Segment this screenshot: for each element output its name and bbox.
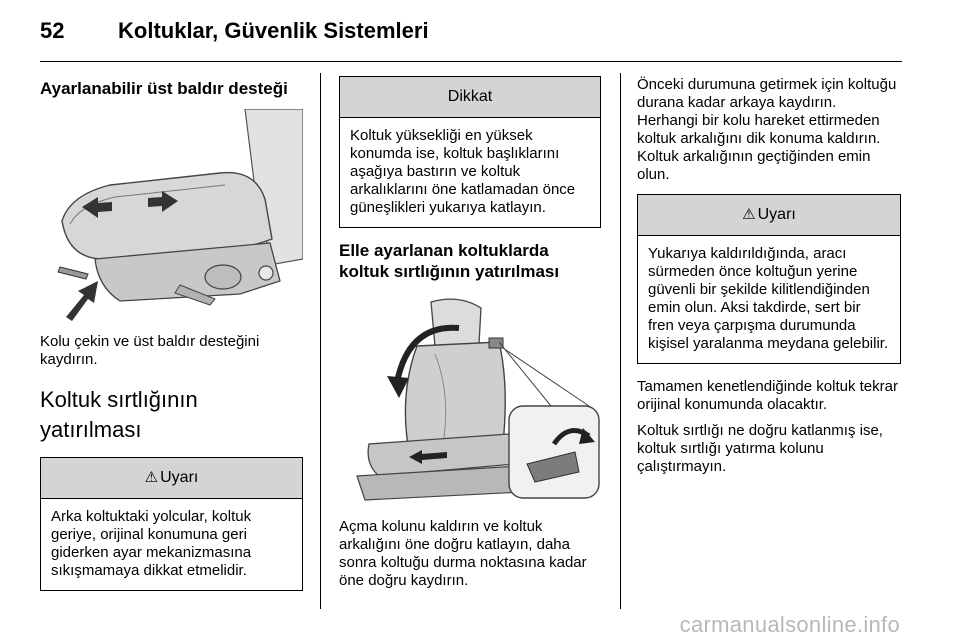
caution-box-text: Koltuk yüksekliği en yüksek konumda ise, koltuk başlıklarını aşağıya bastırın ve koltuk arkalıklarını öne katlamadan önce güneşlikleri yukarıya katlayın.: [350, 127, 576, 216]
column-divider-2: [620, 73, 621, 609]
restore-position-text: Önceki durumuna getirmek için koltuğu durana kadar arkaya kaydırın. Herhangi bir kolu hareket ettirmeden koltuk arkalığını dik konuma kaldırın. Koltuk arkalığının geçtiğinden emin olun.: [637, 76, 897, 183]
section-heading-backrest-line1: Koltuk sırtlığının: [40, 387, 198, 412]
section-heading-thigh-support: Ayarlanabilir üst baldır desteği: [40, 79, 288, 98]
warning-box-rear-passengers: [40, 457, 303, 591]
page-title: Koltuklar, Güvenlik Sistemleri: [118, 18, 429, 43]
thigh-support-illustration: [40, 109, 303, 321]
warning-box-text: Arka koltuktaki yolcular, koltuk geriye, orijinal konumuna geri giderken ayar mekanizmasına sıkışmamaya dikkat etmelidir.: [51, 508, 252, 579]
warning-box-title: [41, 458, 302, 499]
caution-box-title: Dikkat: [340, 77, 600, 118]
column-2: [339, 76, 601, 590]
warning-box-title: [638, 195, 900, 236]
warning-title-text: Uyarı: [757, 206, 796, 223]
caution-box-headrest: [339, 76, 601, 228]
section-heading-backrest-line2: yatırılması: [40, 417, 142, 442]
watermark: carmanualsonline.info: [679, 612, 900, 637]
backrest-fold-illustration: [339, 294, 601, 504]
header-rule: [40, 61, 902, 62]
column-1: [40, 76, 303, 591]
warning-title-text: Uyarı: [160, 469, 199, 486]
page-number: 52: [40, 18, 65, 43]
warning-triangle-icon: ⚠: [144, 469, 159, 486]
section-heading-manual-recline: Elle ayarlanan koltuklarda koltuk sırtlığının yatırılması: [339, 241, 560, 281]
thigh-support-caption: Kolu çekin ve üst baldır desteğini kaydırın.: [40, 333, 260, 368]
lock-info-text: Tamamen kenetlendiğinde koltuk tekrar orijinal konumunda olacaktır.: [637, 378, 898, 413]
warning-box-seat-lock: [637, 194, 901, 364]
warning-box-text: Yukarıya kaldırıldığında, aracı sürmeden önce koltuğun yerine güvenli bir şekilde kilitlendiğinden emin olun. Aksi takdirde, sert bir fren veya çarpışma durumunda kişisel yaralanma meydana gelebilir.: [648, 245, 889, 352]
column-3: [637, 76, 901, 476]
column-divider-1: [320, 73, 321, 609]
lever-caution-text: Koltuk sırtlığı ne doğru katlanmış ise, koltuk sırtlığı yatırma kolunu çalıştırmayın.: [637, 422, 883, 475]
manual-recline-caption: Açma kolunu kaldırın ve koltuk arkalığını öne doğru katlayın, daha sonra koltuğu durma noktasına kadar öne doğru kaydırın.: [339, 518, 587, 589]
warning-triangle-icon: ⚠: [742, 206, 756, 223]
